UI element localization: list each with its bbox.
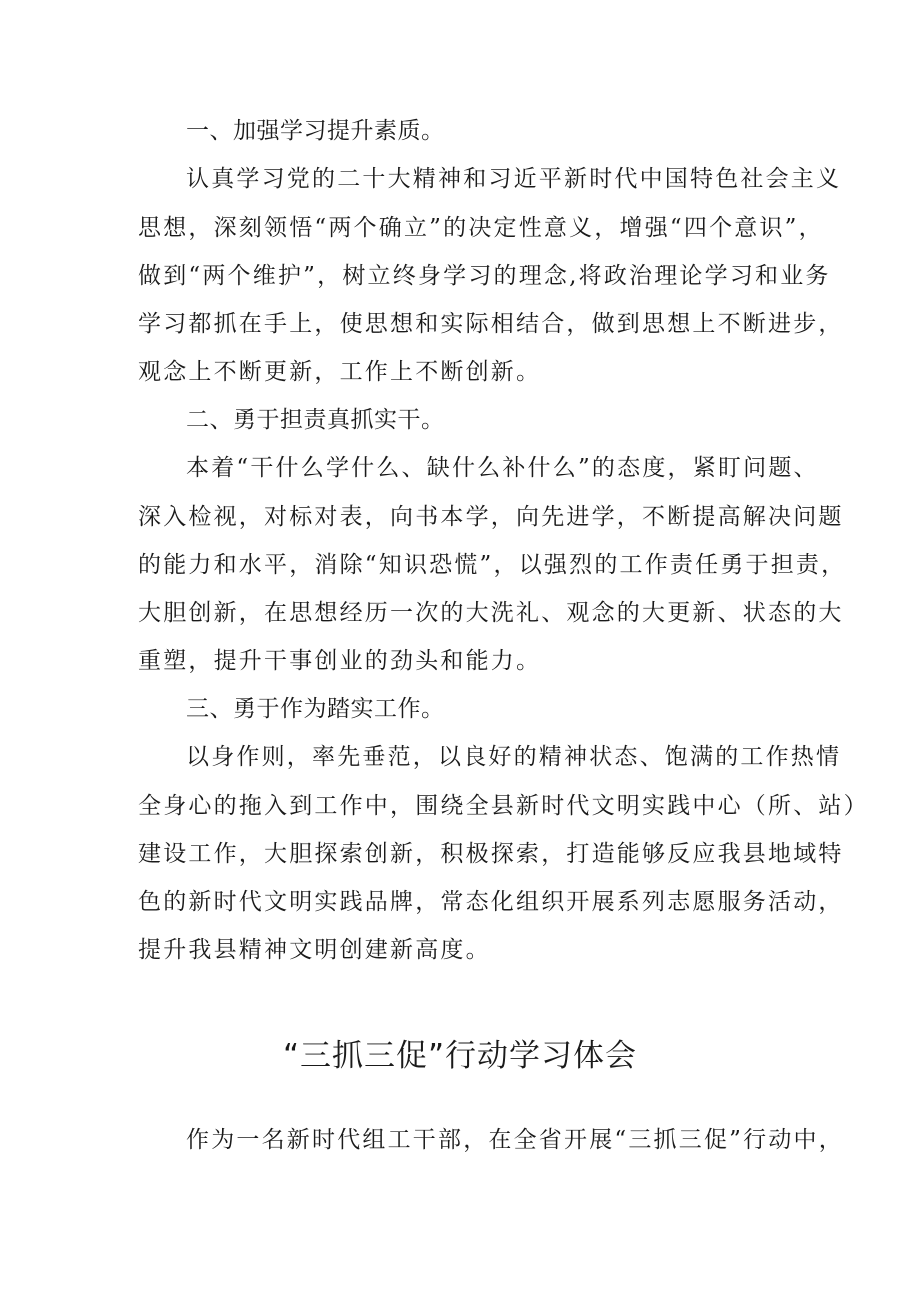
section-heading-1: 一、加强学习提升素质。 [186,118,445,144]
paragraph-line: 的能力和水平，消除“知识恐慌”，以强烈的工作责任勇于担责， [138,552,847,578]
paragraph-line: 做到“两个维护”，树立终身学习的理念,将政治理论学习和业务 [138,263,831,289]
section-heading-2: 二、勇于担责真抓实干。 [186,407,445,433]
paragraph-line: 大胆创新，在思想经历一次的大洗礼、观念的大更新、状态的大 [138,600,844,626]
article-title: “三抓三促”行动学习体会 [282,1038,638,1074]
paragraph-line: 重塑，提升干事创业的劲头和能力。 [138,648,542,674]
paragraph-line: 学习都抓在手上，使思想和实际相结合，做到思想上不断进步， [138,311,844,337]
paragraph-line: 认真学习党的二十大精神和习近平新时代中国特色社会主义 [186,166,842,192]
paragraph-line: 思想，深刻领悟“两个确立”的决定性意义，增强“四个意识”， [138,215,824,241]
section-heading-3: 三、勇于作为踏实工作。 [186,696,445,722]
paragraph-line: 提升我县精神文明创建新高度。 [138,937,491,963]
paragraph-line: 作为一名新时代组工干部，在全省开展“三抓三促”行动中， [186,1127,844,1153]
paragraph-line: 建设工作，大胆探索创新，积极探索，打造能够反应我县地域特 [138,841,844,867]
paragraph-line: 色的新时代文明实践品牌，常态化组织开展系列志愿服务活动， [138,889,844,915]
paragraph-line: 本着“干什么学什么、缺什么补什么”的态度，紧盯问题、 [186,455,819,481]
paragraph-line: 深入检视，对标对表，向书本学，向先进学，不断提高解决问题 [138,504,844,530]
paragraph-line: 观念上不断更新，工作上不断创新。 [138,359,542,385]
paragraph-line: 以身作则，率先垂范，以良好的精神状态、饱满的工作热情 [186,744,842,770]
paragraph-line: 全身心的拖入到工作中，围绕全县新时代文明实践中心（所、站） [138,793,869,819]
